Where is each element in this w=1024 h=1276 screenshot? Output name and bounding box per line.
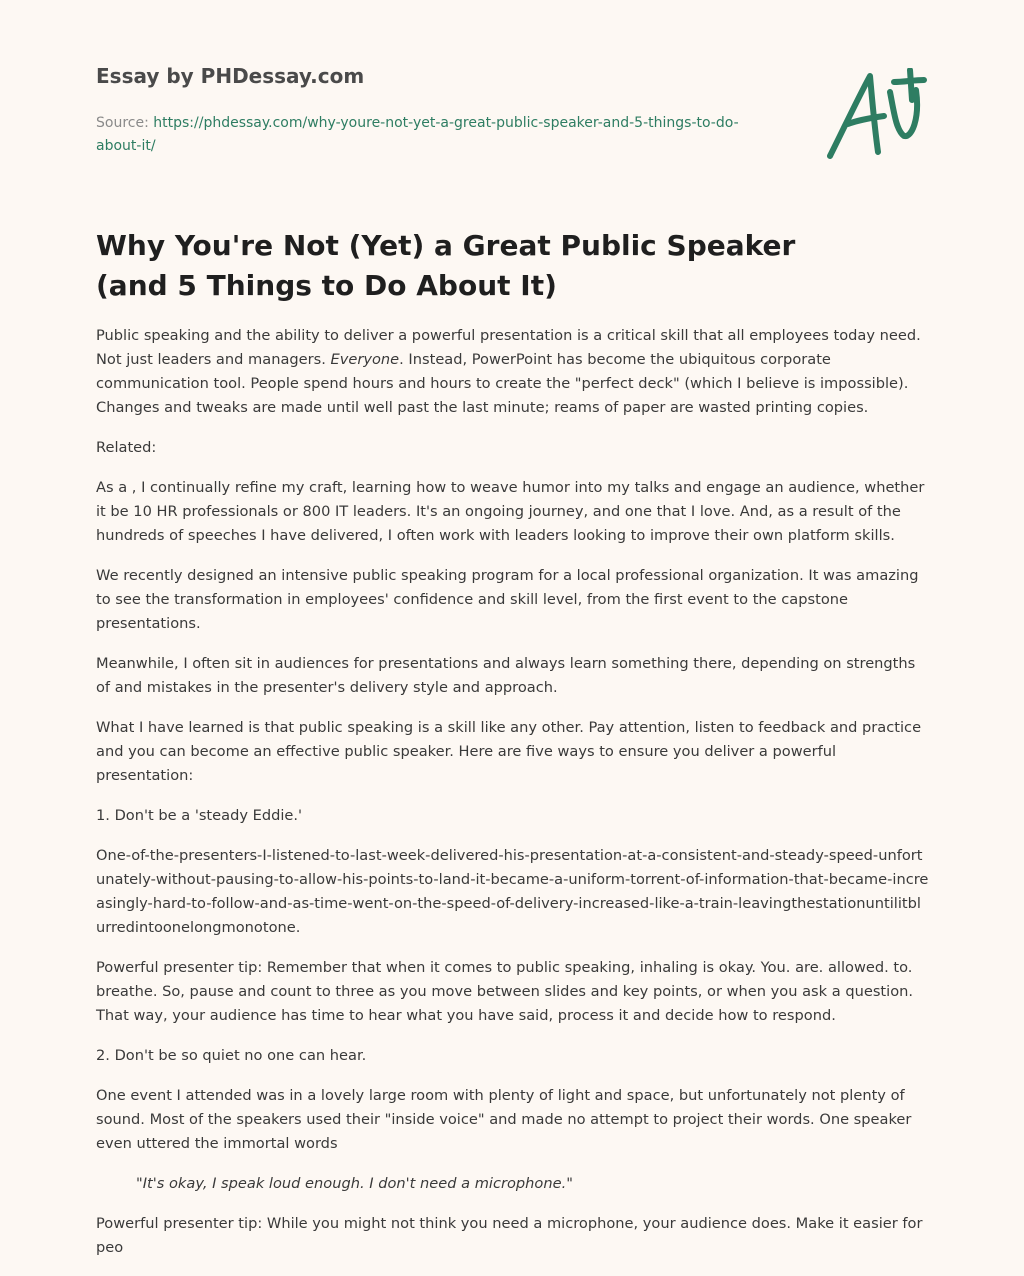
- tip-2-heading: 2. Don't be so quiet no one can hear.: [96, 1047, 367, 1064]
- related-label: Related:: [96, 439, 157, 456]
- source-label: Source:: [96, 115, 149, 131]
- intro-text-b: . Instead, PowerPoint has become the ubiquitous corporate communication tool. People spend hours and hours to create the "perfect deck" (which I believe is impossible). Changes and tweaks are made until well past the last minute; reams of paper are wasted printing copies.: [96, 351, 909, 416]
- source-link[interactable]: https://phdessay.com/why-youre-not-yet-a-great-public-speaker-and-5-things-to-do-about-it/: [96, 115, 739, 154]
- microphone-quote: "It's okay, I speak loud enough. I don't need a microphone.": [136, 1175, 573, 1192]
- paragraph-five-ways: What I have learned is that public speaking is a skill like any other. Pay attention, listen to feedback and practice and you can become an effective public speaker. Here are five ways to ensure you deliver a powerful presentation:: [96, 719, 922, 784]
- source-line: [96, 112, 756, 158]
- paragraph-craft: As a , I continually refine my craft, learning how to weave humor into my talks and engage an audience, whether it be 10 HR professionals or 800 IT leaders. It's an ongoing journey, and one that I love. And, as a result of the hundreds of speeches I have delivered, I often work with leaders looking to improve their own platform skills.: [96, 479, 925, 544]
- intro-emphasis: Everyone: [330, 351, 400, 368]
- intro-text-a: Public speaking and the ability to deliver a powerful presentation is a critical skill that all employees today need. Not just leaders and managers.: [96, 327, 921, 368]
- paragraph-intro: [96, 324, 930, 420]
- article-body: [96, 324, 930, 1276]
- paragraph-steady-speed: One-of-the-presenters-I-listened-to-last-week-delivered-his-presentation-at-a-consistent-and-steady-speed-unfortunately-without-pausing-to-allow-his-points-to-land-it-became-a-uniform-torrent-of-information-that-became-increasingly-hard-to-follow-and-as-time-went-on-the-speed-of-delivery-increased-like-a-train-leavingthestationuntilitblurredintoonelongmonotone.: [96, 847, 929, 936]
- paragraph-audiences: Meanwhile, I often sit in audiences for presentations and always learn something there, depending on strengths of and mistakes in the presenter's delivery style and approach.: [96, 655, 916, 696]
- paragraph-tip-microphone: Powerful presenter tip: While you might not think you need a microphone, your audience does. Make it easier for peo: [96, 1215, 923, 1256]
- article-title: Why You're Not (Yet) a Great Public Speaker (and 5 Things to Do About It): [96, 229, 796, 302]
- a-plus-grade-icon: [824, 68, 928, 164]
- paragraph-quiet-room: One event I attended was in a lovely large room with plenty of light and space, but unfortunately not plenty of sound. Most of the speakers used their "inside voice" and made no attempt to project their words. One speaker even uttered the immortal words: [96, 1087, 912, 1152]
- paragraph-tip-breathe: Powerful presenter tip: Remember that when it comes to public speaking, inhaling is okay. You. are. allowed. to. breathe. So, pause and count to three as you move between slides and key points, or when you ask a question. That way, your audience has time to hear what you have said, process it and decide how to respond.: [96, 959, 914, 1024]
- tip-1-heading: 1. Don't be a 'steady Eddie.': [96, 807, 303, 824]
- paragraph-program: We recently designed an intensive public speaking program for a local professional organization. It was amazing to see the transformation in employees' confidence and skill level, from the first event to the capstone presentations.: [96, 567, 919, 632]
- site-brand: Essay by PHDessay.com: [96, 64, 365, 88]
